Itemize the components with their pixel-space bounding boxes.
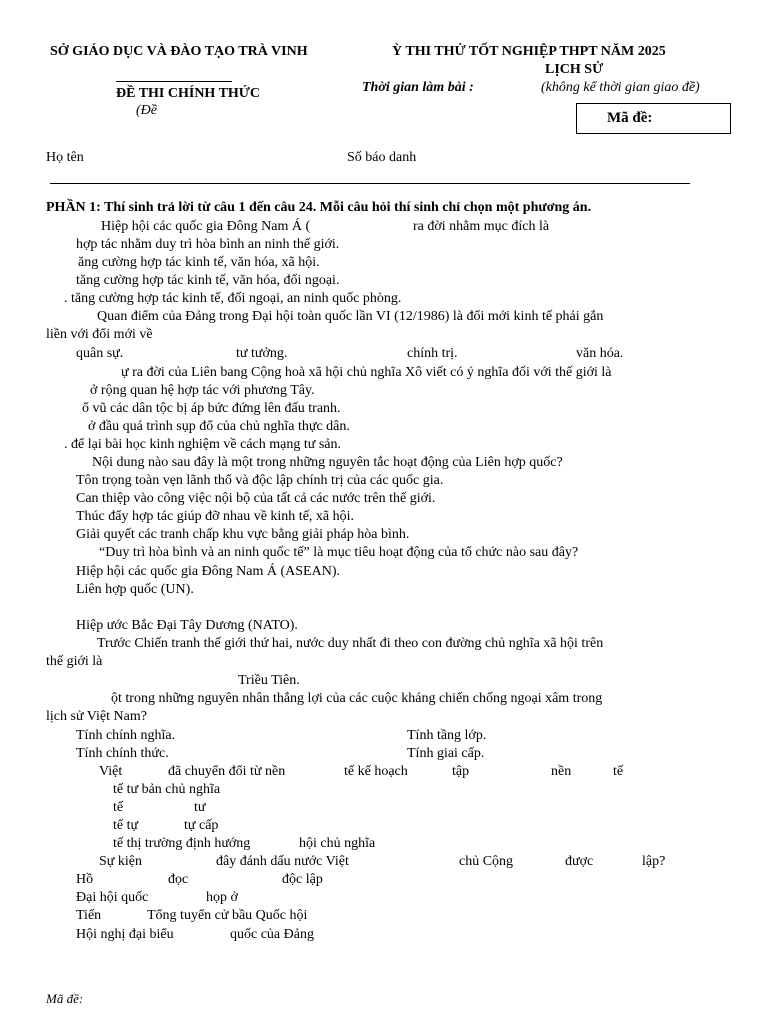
- q4-option-c: Thúc đẩy hợp tác giúp đỡ nhau về kinh tế, xã hội.: [76, 509, 355, 524]
- q9-option-a: Hồ: [76, 872, 94, 887]
- q2-option-a: quân sự.: [76, 346, 124, 361]
- q9-stem-part: được: [565, 854, 594, 869]
- q3-option-c: ở đầu quá trình sụp đổ của chủ nghĩa thực dân.: [88, 419, 350, 434]
- candidate-name-label: Họ tên: [46, 150, 84, 165]
- q6-stem: Trước Chiến tranh thế giới thứ hai, nước duy nhất đi theo con đường chủ nghĩa xã hội trên: [97, 636, 604, 651]
- q2-option-b: tư tưởng.: [236, 346, 288, 361]
- q8-stem-part: tập: [452, 764, 470, 779]
- q2-option-d: văn hóa.: [576, 346, 624, 361]
- q1-option-a: hợp tác nhằm duy trì hòa bình an ninh thế giới.: [76, 237, 340, 252]
- q7-option-a: Tính chính nghĩa.: [76, 728, 176, 743]
- q9-stem-part: Sự kiện: [99, 854, 142, 869]
- official-note: (Đề: [136, 103, 157, 118]
- q4-option-a: Tôn trọng toàn vẹn lãnh thổ và độc lập chính trị của các quốc gia.: [76, 473, 444, 488]
- q3-option-a: ở rộng quan hệ hợp tác với phương Tây.: [90, 383, 315, 398]
- q1-stem: Hiệp hội các quốc gia Đông Nam Á (: [101, 219, 311, 234]
- q9-option-b-part: họp ở: [206, 890, 238, 905]
- q9-stem-part: đây đánh dấu nước Việt: [216, 854, 349, 869]
- q9-stem-part: lập?: [642, 854, 666, 869]
- q8-stem-part: đã chuyển đổi từ nền: [168, 764, 286, 779]
- q5-option-a: Hiệp hội các quốc gia Đông Nam Á (ASEAN).: [76, 564, 340, 579]
- q9-option-b: Đại hội quốc: [76, 890, 149, 905]
- q8-stem-part: nền: [551, 764, 572, 779]
- q9-option-a-part: độc lập: [282, 872, 323, 887]
- exam-title: Ỳ THI THỬ TỐT NGHIỆP THPT NĂM 2025: [392, 44, 666, 59]
- q8-option-a: tế tư bản chủ nghĩa: [113, 782, 221, 797]
- candidate-number-label: Số báo danh: [347, 150, 417, 165]
- department-name: SỞ GIÁO DỤC VÀ ĐÀO TẠO TRÀ VINH: [50, 44, 308, 59]
- q8-option-d-part: hội chủ nghĩa: [299, 836, 376, 851]
- q8-stem-part: tế: [613, 764, 624, 779]
- q2-stem: Quan điểm của Đảng trong Đại hội toàn quốc lần VI (12/1986) là đổi mới kinh tế phải gắn: [97, 309, 604, 324]
- q2-option-c: chính trị.: [407, 346, 458, 361]
- q3-option-d: . để lại bài học kinh nghiệm về cách mạng tư sản.: [64, 437, 342, 452]
- q5-stem: “Duy trì hòa bình và an ninh quốc tế” là mục tiêu hoạt động của tổ chức nào sau đây?: [99, 545, 579, 560]
- time-note: (không kể thời gian giao đề): [541, 80, 700, 95]
- q6-stem-cont: thế giới là: [46, 654, 103, 669]
- exam-code-box: [576, 103, 731, 134]
- q1-option-c: tăng cường hợp tác kinh tế, văn hóa, đối ngoại.: [76, 273, 340, 288]
- q7-option-d: Tính giai cấp.: [407, 746, 485, 761]
- q1-option-b: ăng cường hợp tác kinh tế, văn hóa, xã hội.: [78, 255, 320, 270]
- q8-option-d: tế thị trường định hướng: [113, 836, 251, 851]
- q5-option-b: Liên hợp quốc (UN).: [76, 582, 194, 597]
- q4-stem: Nội dung nào sau đây là một trong những nguyên tắc hoạt động của Liên hợp quốc?: [92, 455, 563, 470]
- subject-name: LỊCH SỬ: [545, 62, 604, 77]
- q7-stem: ột trong những nguyên nhân thắng lợi của các cuộc kháng chiến chống ngoại xâm trong: [111, 691, 603, 706]
- q9-option-d: Hội nghị đại biểu: [76, 927, 174, 942]
- q8-stem-part: tế kế hoạch: [344, 764, 408, 779]
- exam-code-label: Mã đề:: [607, 110, 653, 126]
- q1-stem-end: ra đời nhằm mục đích là: [413, 219, 550, 234]
- q8-option-c-part: tự cấp: [184, 818, 219, 833]
- separator-line: [50, 183, 690, 184]
- q8-stem-part: Việt: [99, 764, 123, 779]
- header-underline: [116, 81, 232, 82]
- q3-stem: ự ra đời của Liên bang Cộng hoà xã hội chủ nghĩa Xô viết có ý nghĩa đối với thế giới là: [121, 365, 612, 380]
- q3-option-b: ổ vũ các dân tộc bị áp bức đứng lên đấu tranh.: [82, 401, 341, 416]
- q5-option-d: Hiệp ước Bắc Đại Tây Dương (NATO).: [76, 618, 298, 633]
- q7-option-b: Tính tầng lớp.: [407, 728, 487, 743]
- time-label: Thời gian làm bài :: [362, 80, 474, 95]
- q9-option-d-part: quốc của Đảng: [230, 927, 314, 942]
- q4-option-d: Giải quyết các tranh chấp khu vực bằng giải pháp hòa bình.: [76, 527, 410, 542]
- q2-stem-cont: liền với đổi mới về: [46, 327, 153, 342]
- q8-option-b: tế: [113, 800, 124, 815]
- q6-option: Triều Tiên.: [238, 673, 300, 688]
- q9-stem-part: chủ Cộng: [459, 854, 514, 869]
- q9-option-a-part: đọc: [168, 872, 189, 887]
- q9-option-c-part: Tổng tuyển cử bầu Quốc hội: [147, 908, 308, 923]
- q7-option-c: Tính chính thức.: [76, 746, 169, 761]
- q1-option-d: . tăng cường hợp tác kinh tế, đối ngoại, an ninh quốc phòng.: [64, 291, 402, 306]
- q9-option-c: Tiến: [76, 908, 102, 923]
- q8-option-b-part: tư: [194, 800, 206, 815]
- q8-option-c: tế tự: [113, 818, 139, 833]
- official-label: ĐỀ THI CHÍNH THỨC: [116, 86, 261, 101]
- q7-stem-cont: lịch sử Việt Nam?: [46, 709, 147, 724]
- q4-option-b: Can thiệp vào công việc nội bộ của tất cả các nước trên thế giới.: [76, 491, 436, 506]
- footer-code-label: Mã đề:: [46, 991, 84, 1006]
- part1-heading: PHẦN 1: Thí sinh trả lời từ câu 1 đến câu 24. Mỗi câu hỏi thí sinh chỉ chọn một phương án.: [46, 200, 592, 215]
